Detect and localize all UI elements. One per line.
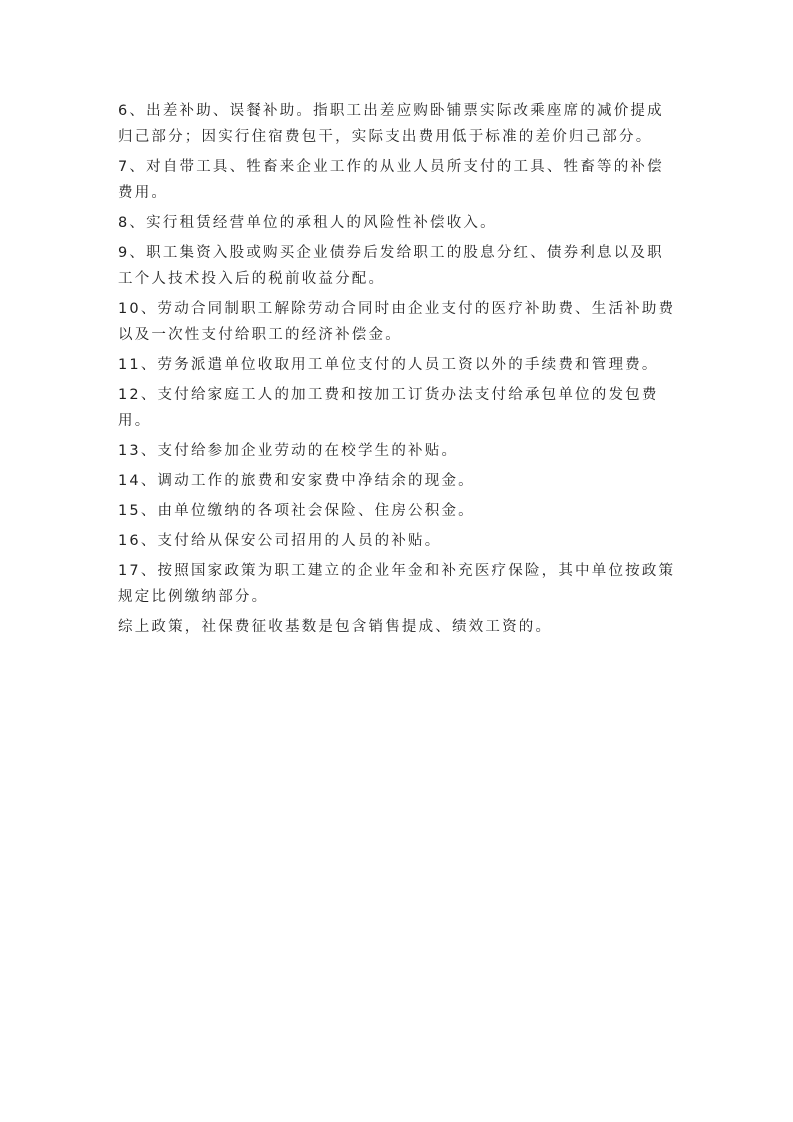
list-item: 6、出差补助、误餐补助。指职工出差应购卧铺票实际改乘座席的减价提成归己部分；因实行住宿费包干，实际支出费用低于标准的差价归己部分。 (118, 103, 664, 145)
summary-paragraph: 综上政策，社保费征收基数是包含销售提成、绩效工资的。 (118, 619, 553, 635)
list-item: 13、支付给参加企业劳动的在校学生的补贴。 (118, 443, 459, 459)
list-item: 7、对自带工具、牲畜来企业工作的从业人员所支付的工具、牲畜等的补偿费用。 (118, 159, 664, 201)
list-item: 12、支付给家庭工人的加工费和按加工订货办法支付给承包单位的发包费用。 (118, 387, 659, 429)
list-item: 10、劳动合同制职工解除劳动合同时由企业支付的医疗补助费、生活补助费以及一次性支付给职工的经济补偿金。 (118, 301, 676, 343)
list-item: 17、按照国家政策为职工建立的企业年金和补充医疗保险，其中单位按政策规定比例缴纳部分。 (118, 563, 676, 605)
list-item: 15、由单位缴纳的各项社会保险、住房公积金。 (118, 503, 475, 519)
document-body (118, 98, 680, 640)
list-item: 11、劳务派遣单位收取用工单位支付的人员工资以外的手续费和管理费。 (118, 357, 659, 373)
list-item: 14、调动工作的旅费和安家费中净结余的现金。 (118, 473, 475, 489)
list-item: 16、支付给从保安公司招用的人员的补贴。 (118, 533, 442, 549)
list-item: 8、实行租赁经营单位的承租人的风险性补偿收入。 (118, 215, 497, 231)
list-item: 9、职工集资入股或购买企业债券后发给职工的股息分红、债券利息以及职工个人技术投入后的税前收益分配。 (118, 245, 664, 287)
